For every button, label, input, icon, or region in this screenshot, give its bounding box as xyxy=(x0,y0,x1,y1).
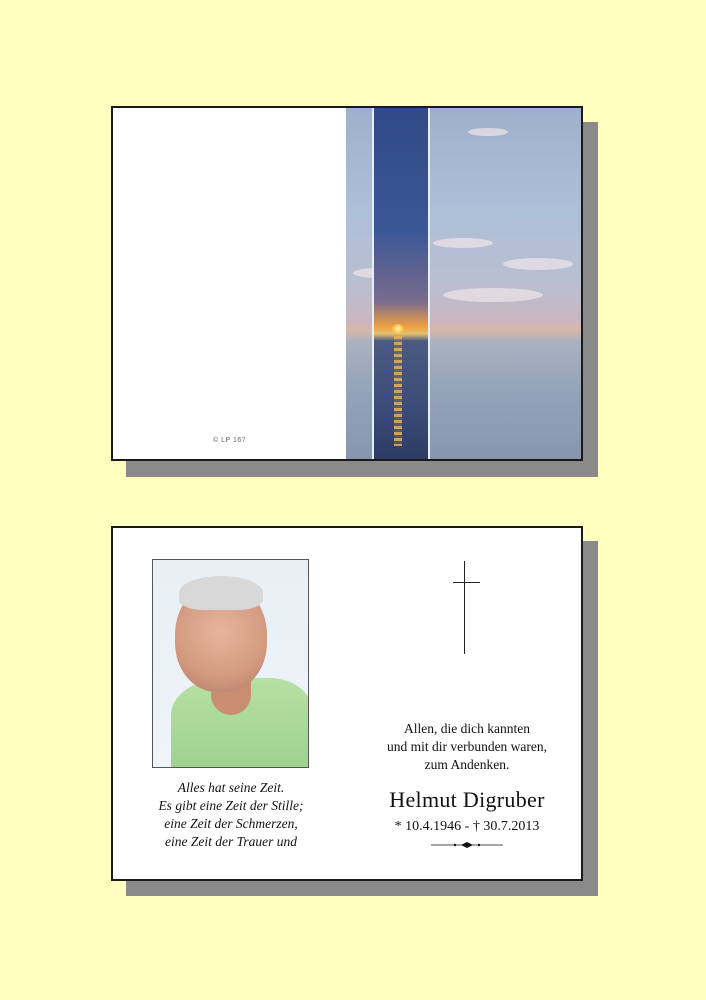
cloud xyxy=(503,258,573,270)
cross-icon-bar xyxy=(453,582,480,583)
cross-icon xyxy=(464,561,465,654)
deceased-name: Helmut Digruber xyxy=(389,787,545,812)
memorial-line: und mit dir verbunden waren, xyxy=(386,739,548,754)
cloud xyxy=(433,238,493,248)
card-inside xyxy=(111,526,583,881)
life-dates: * 10.4.1946 - † 30.7.2013 xyxy=(394,819,540,834)
ornament-divider-icon xyxy=(431,841,503,849)
poem-line: eine Zeit der Schmerzen, xyxy=(164,816,298,831)
memorial-line: zum Andenken. xyxy=(424,757,510,772)
poem-line: Es gibt eine Zeit der Stille; xyxy=(158,798,304,813)
poem xyxy=(113,779,349,851)
card-front xyxy=(111,106,583,461)
cloud xyxy=(468,128,508,136)
memorial-text xyxy=(349,720,583,774)
sun-reflection xyxy=(394,336,402,446)
poem-line: eine Zeit der Trauer und xyxy=(165,834,297,849)
portrait-hair xyxy=(179,576,263,610)
poem-line: Alles hat seine Zeit. xyxy=(177,780,285,795)
cloud xyxy=(443,288,543,302)
sun-icon xyxy=(392,324,404,334)
imprint-text: © LP 167 xyxy=(213,437,247,444)
memorial-line: Allen, die dich kannten xyxy=(404,721,530,736)
portrait-photo xyxy=(152,559,309,768)
